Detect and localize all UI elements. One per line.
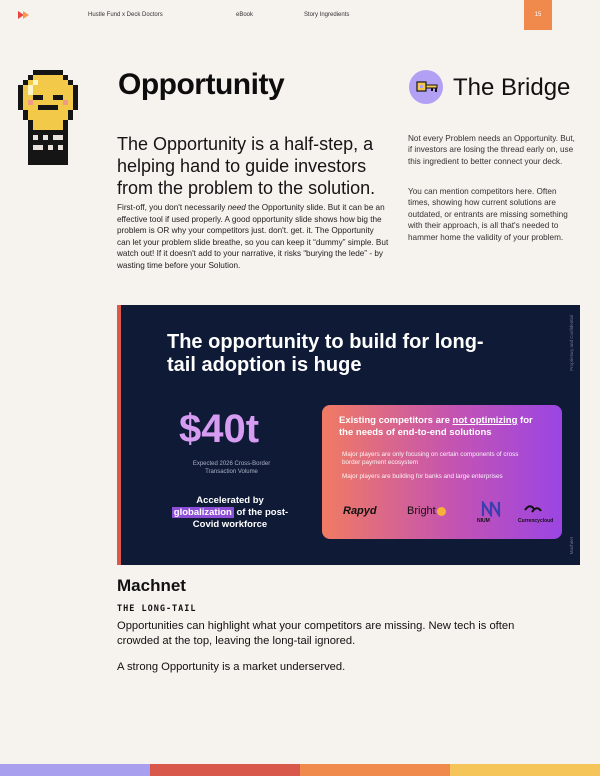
footer-segment [0,764,150,776]
header-brand: Hustle Fund x Deck Doctors [88,12,163,18]
company-name: Machnet [117,576,186,595]
card-point-2: Major players are building for banks and large enterprises [342,473,503,480]
sidebar-note-1: Not every Problem needs an Opportunity. But, if investors are losing the thread early on, use this ingredient to better connect your deck. [408,134,575,166]
lead-paragraph: The Opportunity is a half-step, a helping hand to guide investors from the problem to the solution. [117,134,376,198]
footer-segment [300,764,450,776]
example-slide [117,305,580,565]
bridge-title: The Bridge [453,74,571,101]
key-icon [409,70,443,104]
header-ebook: eBook [236,12,254,18]
card-heading: Existing competitors are not optimizing for the needs of end-to-end solutions [339,415,533,438]
pixel-lightbulb-icon [18,70,78,165]
emphasis-need: need [227,203,246,212]
bright-dot-icon [437,507,446,516]
confidential-label: Proprietary and Confidential [569,315,574,371]
market-size-caption: Expected 2026 Cross-Border Transaction Volume [192,461,271,475]
accelerated-text: Accelerated by globalization of the post-Covid workforce [173,495,289,530]
bright-logo: Bright [407,505,446,517]
slide-accent-bar [117,305,121,565]
page-number: 15 [524,0,552,30]
currencycloud-logo-text: Currencycloud [518,518,554,524]
footer-segment [450,764,600,776]
sidebar-note-2: You can mention competitors here. Often times, showing how current solutions are outdated, or entrants are missing something with their approach, is all that's needed to hammer home the validity of your problem. [408,187,568,242]
header-section: Story Ingredients [304,12,350,18]
page-header [0,0,600,30]
footer-segment [150,764,300,776]
currencycloud-icon [522,501,544,517]
rapyd-logo: Rapyd [343,505,377,517]
competitors-card [322,405,562,539]
machnet-label: Machnet [569,537,574,555]
page-title: Opportunity [118,68,285,101]
market-size-number: $40t [179,407,260,451]
globalization-highlight: globalization [173,507,232,518]
description-2: A strong Opportunity is a market underserved. [117,661,346,673]
slide-heading: The opportunity to build for long-tail adoption is huge [167,331,484,376]
footer-color-bar [0,764,600,776]
description-1: Opportunities can highlight what your competitors are missing. New tech is often crowded at the top, leaving the long-tail ignored. [117,620,515,647]
nium-icon [480,501,502,517]
body-paragraph: First-off, you don't necessarily need the Opportunity slide. But it can be an effective tool if used properly. A good opportunity slide shows how big the problem is OR why your competitors just. don't. get. it. The Opportunity can let your problem slide breathe, so you can keep it “dummy” simple. But watch out! If it doesn't add to your narrative, it risks “burying the lede” - by wasting time before your Solution. [117,203,389,270]
card-point-1: Major players are only focusing on certain components of cross border payment ecosystem [342,451,519,466]
section-tag: THE LONG-TAIL [117,604,197,614]
nium-logo-text: NIUM [477,518,490,524]
hustle-fund-logo-icon [18,11,30,19]
